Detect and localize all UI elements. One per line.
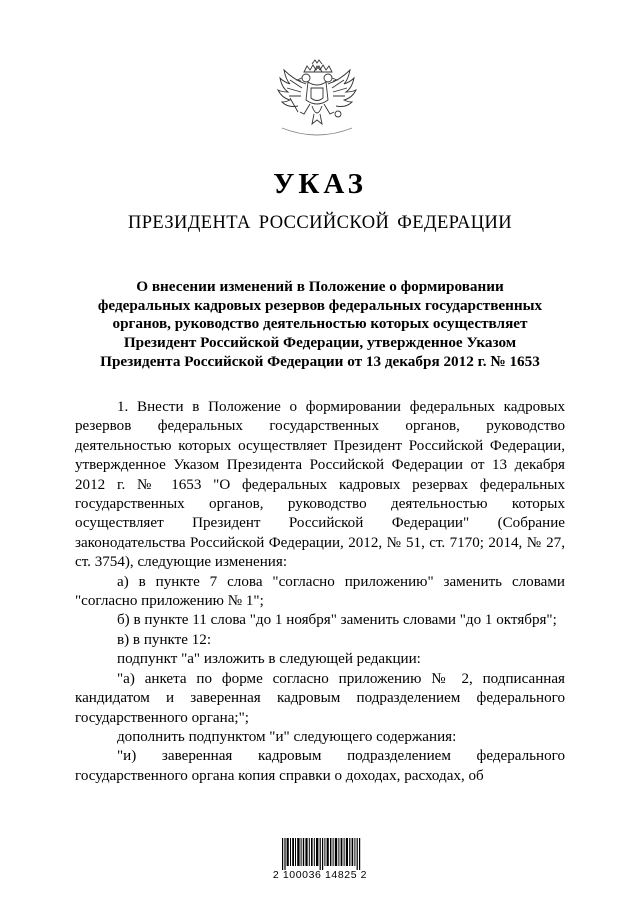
heading-line: О внесении изменений в Положение о формировании <box>136 278 504 295</box>
paragraph-subpoint-i-intro: дополнить подпунктом "и" следующего содержания: <box>117 728 457 745</box>
paragraph-subpoint-a-text: "а) анкета по форме согласно приложению № 2, подписанная кандидатом и заверенная кадровым подразделением федерального государственного органа;"; <box>75 670 565 726</box>
paragraph-b: б) в пункте 11 слова "до 1 ноября" заменить словами "до 1 октября"; <box>117 612 557 629</box>
paragraph-a: а) в пункте 7 слова "согласно приложению" заменить словами "согласно приложению № 1"; <box>75 573 565 610</box>
decree-title: УКАЗ <box>273 168 367 200</box>
heading-line: Президент Российской Федерации, утвержденное Указом <box>123 334 517 352</box>
decree-body <box>75 398 565 786</box>
decree-subtitle: ПРЕЗИДЕНТА РОССИЙСКОЙ ФЕДЕРАЦИИ <box>127 213 513 233</box>
heading-line: Президента Российской Федерации от 13 декабря 2012 г. № 1653 <box>100 352 540 370</box>
decree-heading <box>62 278 578 372</box>
heading-line: органов, руководство деятельностью которых осуществляет <box>112 315 528 333</box>
paragraph-subpoint-a-intro: подпункт "а" изложить в следующей редакции: <box>117 651 421 668</box>
barcode-number: 2 100036 14825 2 <box>272 869 368 881</box>
heading-line: федеральных кадровых резервов федеральных государственных <box>97 296 543 314</box>
paragraph-item-1: 1. Внести в Положение о формировании федеральных кадровых резервов федеральных государственных органов, руководство деятельностью которых осуществляет Президент Российской Федерации, утвержденное Указом Президента Российской Федерации от 13 декабря 2012 г. № 1653 "О федеральных кадровых резервах федеральных государственных органов, руководство деятельностью которых осуществляет Президент Российской Федерации" (Собрание законодательства Российской Федерации, 2012, № 51, ст. 7170; 2014, № 27, ст. 3754), следующие изменения: <box>75 399 565 571</box>
state-emblem-icon <box>272 58 362 140</box>
paragraph-v: в) в пункте 12: <box>117 631 212 648</box>
paragraph-subpoint-i-text: "и) заверенная кадровым подразделением федерального государственного органа копия справки о доходах, расходах, об <box>75 748 565 784</box>
barcode-icon <box>282 838 362 870</box>
